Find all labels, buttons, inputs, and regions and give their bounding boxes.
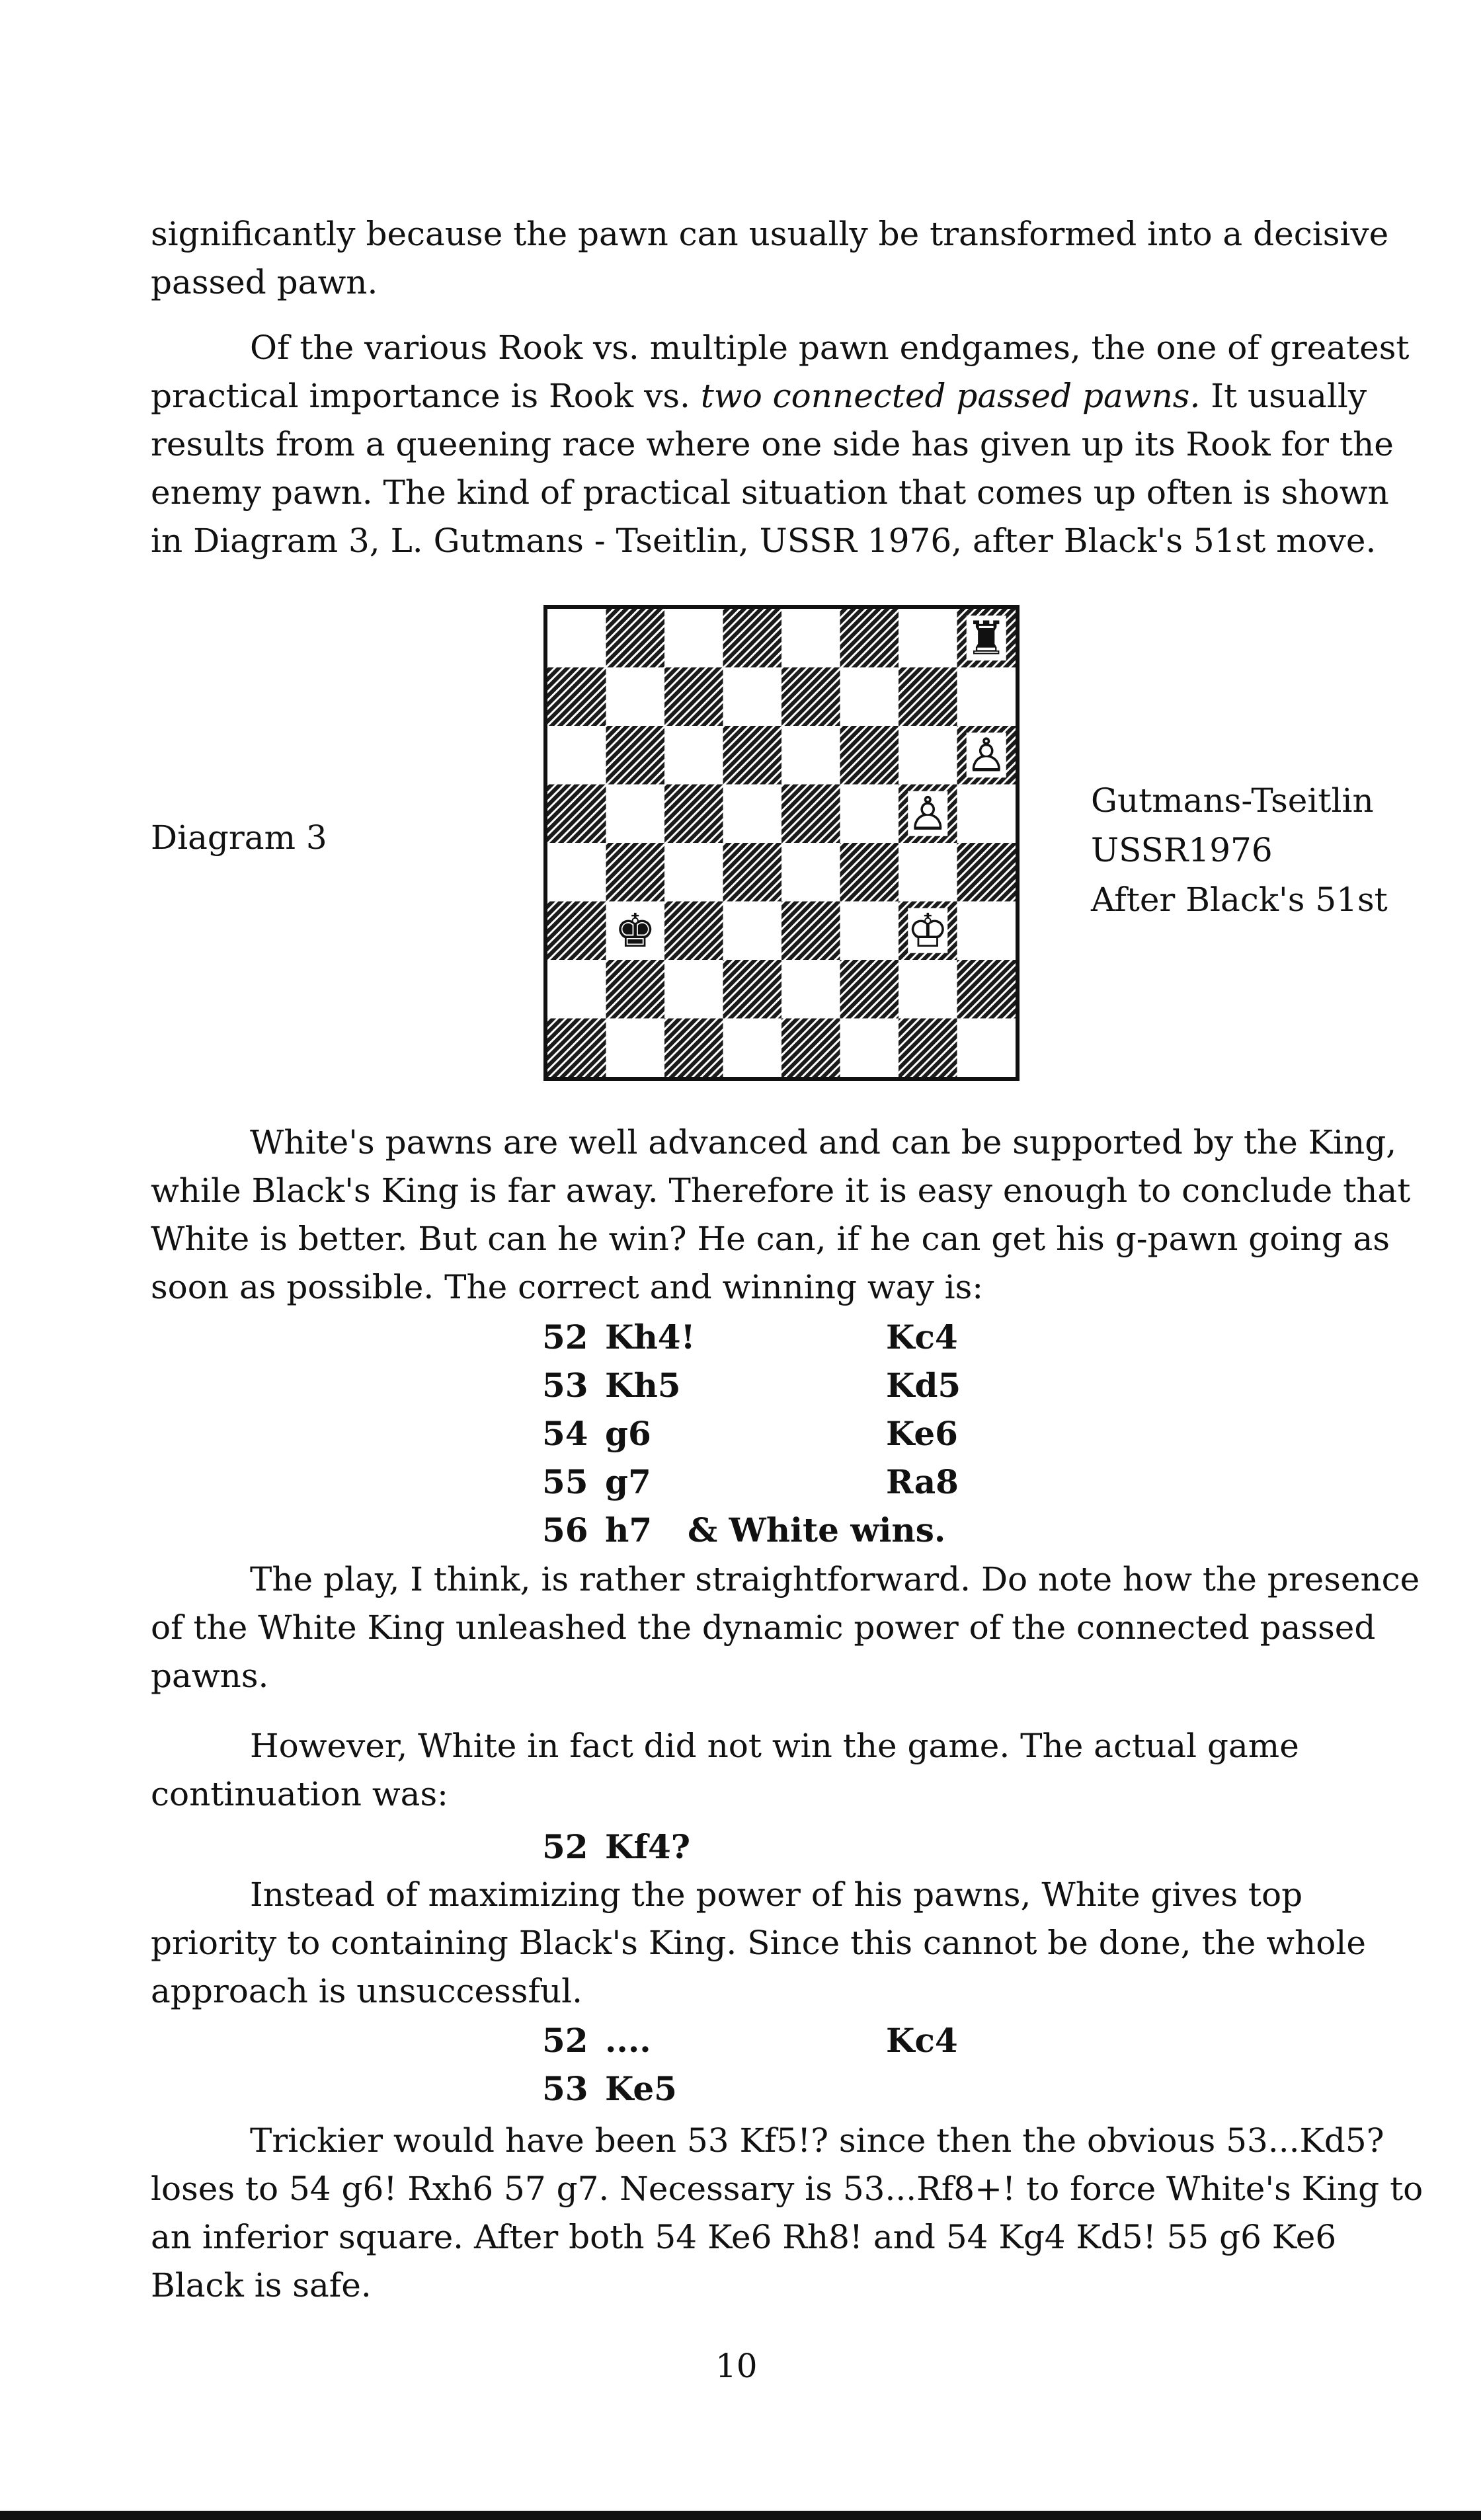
diagram-caption [1091, 776, 1388, 925]
light-square [664, 960, 723, 1019]
chess-board [543, 605, 1020, 1081]
light-square [840, 1019, 899, 1078]
light-square [664, 726, 723, 785]
white-king: ♔ [906, 903, 949, 958]
move-number: 53 [542, 2069, 588, 2108]
move-number: 52 [542, 1827, 588, 1866]
white-move: Kf4? [605, 1827, 691, 1866]
light-square [723, 1019, 782, 1078]
paragraph-6: Instead of maximizing the power of his pawns, White gives top priority to containing Black's King. Since this cannot be done, the whole approach is unsuccessful. [151, 1875, 1366, 2010]
paragraph-2-text-b: It usually results from a queening race where one side has given up its Rook for the enemy pawn. The kind of practical situation that comes up often is shown in Diagram 3, L. Gutmans - Tseitlin, USSR 1976, after Black's 51st move. [151, 377, 1394, 560]
paragraph-2-text-a: Of the various Rook vs. multiple pawn endgames, the one of greatest practical importance is Rook vs. [151, 329, 1410, 415]
light-square [606, 1019, 665, 1078]
dark-square [723, 726, 782, 785]
dark-square [781, 902, 840, 961]
move-number: 56 [542, 1511, 588, 1550]
light-square [957, 1019, 1016, 1078]
light-square [606, 668, 665, 727]
dark-square [957, 960, 1016, 1019]
white-move: Kh5 [605, 1366, 681, 1405]
caption-event: USSR1976 [1091, 831, 1273, 869]
light-square [723, 785, 782, 844]
light-square [664, 843, 723, 902]
paragraph-7: Trickier would have been 53 Kf5!? since then the obvious 53...Kd5? loses to 54 g6! Rxh6 57 g7. Necessary is 53...Rf8+! to force White's King to an inferior square. After both 54 Ke6 Rh8! and 54 Kg4 Kd5! 55 g6 Ke6 Black is safe. [151, 2121, 1423, 2304]
diagram-label: Diagram 3 [151, 818, 327, 857]
move-number: 55 [542, 1462, 588, 1501]
caption-players: Gutmans-Tseitlin [1091, 781, 1374, 820]
scan-edge [0, 2511, 1481, 2520]
move-number: 53 [542, 1366, 588, 1405]
light-square [957, 785, 1016, 844]
white-pawn-g5: ♙ [906, 786, 949, 841]
black-move: Ra8 [886, 1462, 959, 1501]
black-move: Kd5 [886, 1366, 961, 1405]
move-number: 52 [542, 2021, 588, 2060]
chess-diagram [543, 605, 1020, 1081]
dark-square [664, 785, 723, 844]
paragraph-4: The play, I think, is rather straightforward. Do note how the presence of the White King unleashed the dynamic power of the connected passed pawns. [151, 1560, 1420, 1695]
dark-square [781, 1019, 840, 1078]
white-move: Kh4! [605, 1318, 696, 1357]
black-move: Kc4 [886, 1318, 958, 1357]
light-square [547, 609, 606, 668]
dark-square [723, 609, 782, 668]
light-square [664, 609, 723, 668]
dark-square [957, 843, 1016, 902]
white-move: h7 [605, 1511, 653, 1550]
dark-square [664, 902, 723, 961]
black-king: ♚ [614, 903, 657, 958]
paragraph-2 [151, 324, 1427, 565]
white-move: Ke5 [605, 2069, 677, 2108]
dark-square [840, 843, 899, 902]
dark-square [899, 668, 957, 727]
light-square [781, 726, 840, 785]
dark-square [606, 726, 665, 785]
paragraph-1: significantly because the pawn can usually be transformed into a decisive passed pawn. [151, 215, 1389, 301]
dark-square [664, 668, 723, 727]
paragraph-3: White's pawns are well advanced and can be supported by the King, while Black's King is far away. Therefore it is easy enough to conclude that White is better. But can he win? He can, if he can get his g-pawn going as soon as possible. The correct and winning way is: [151, 1123, 1411, 1306]
dark-square [606, 609, 665, 668]
dark-square [606, 843, 665, 902]
light-square [723, 668, 782, 727]
paragraph-2-emphasis: two connected passed pawns. [700, 377, 1201, 415]
light-square [840, 785, 899, 844]
dark-square [606, 960, 665, 1019]
light-square [781, 960, 840, 1019]
page-number: 10 [715, 2347, 758, 2385]
light-square [899, 960, 957, 1019]
dark-square [547, 785, 606, 844]
white-move: .... [605, 2021, 651, 2060]
black-move: Kc4 [886, 2021, 958, 2060]
move-number: 52 [542, 1318, 588, 1357]
dark-square [840, 960, 899, 1019]
light-square [606, 785, 665, 844]
light-square [840, 902, 899, 961]
dark-square [723, 843, 782, 902]
light-square [899, 726, 957, 785]
white-move: g7 [605, 1462, 651, 1501]
light-square [547, 843, 606, 902]
dark-square [840, 609, 899, 668]
dark-square [840, 726, 899, 785]
dark-square [781, 785, 840, 844]
dark-square [664, 1019, 723, 1078]
paragraph-5: However, White in fact did not win the game. The actual game continuation was: [151, 1727, 1299, 1813]
light-square [547, 960, 606, 1019]
dark-square [899, 1019, 957, 1078]
dark-square [547, 1019, 606, 1078]
light-square [899, 843, 957, 902]
white-move: g6 [605, 1414, 651, 1453]
dark-square [547, 668, 606, 727]
dark-square [781, 668, 840, 727]
light-square [899, 609, 957, 668]
light-square [547, 726, 606, 785]
light-square [781, 843, 840, 902]
result-note: & White wins. [688, 1511, 946, 1550]
black-rook: ♜ [965, 611, 1008, 666]
light-square [723, 902, 782, 961]
light-square [957, 668, 1016, 727]
light-square [781, 609, 840, 668]
white-pawn-h6: ♙ [965, 728, 1008, 783]
caption-position: After Black's 51st [1091, 881, 1388, 919]
dark-square [547, 902, 606, 961]
dark-square [723, 960, 782, 1019]
light-square [840, 668, 899, 727]
black-move: Ke6 [886, 1414, 958, 1453]
light-square [957, 902, 1016, 961]
move-number: 54 [542, 1414, 588, 1453]
